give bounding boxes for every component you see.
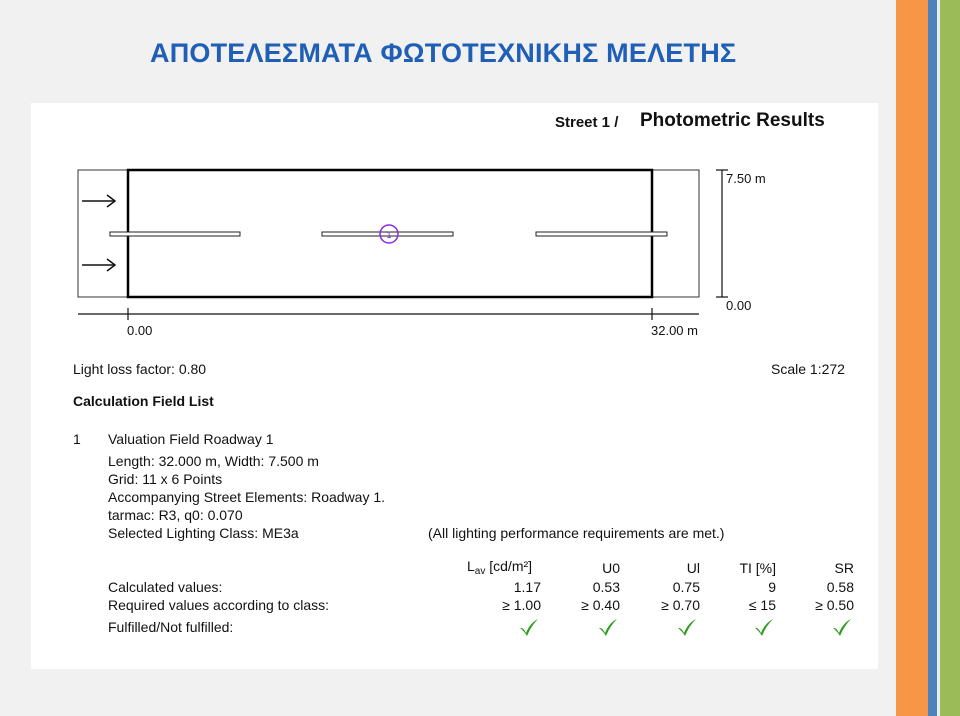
col-header-ul: Ul [686,560,700,576]
direction-arrow-icon [82,259,115,271]
col-header-lav-sub: av [474,566,486,577]
field-elements: Accompanying Street Elements: Roadway 1. [108,489,386,505]
slide-title: ΑΠΟΤΕΛΕΣΜΑΤΑ ΦΩΤΟΤΕΧΝΙΚΗΣ ΜΕΛΕΤΗΣ [150,38,737,68]
decorative-stripes [896,0,960,716]
col-header-lav-main: L [467,558,475,574]
row-calculated-label: Calculated values: [108,579,223,595]
width-bottom-label: 0.00 [726,298,752,313]
stripe-blue [928,0,937,716]
length-end-label: 32.00 m [651,323,698,338]
direction-arrow-icon [82,195,115,207]
calculated-ul: 0.75 [672,579,700,595]
field-length-width: Length: 32.000 m, Width: 7.500 m [108,453,319,469]
light-loss-factor: Light loss factor: 0.80 [73,361,207,377]
calc-field-list-title: Calculation Field List [73,393,214,409]
field-index: 1 [73,431,81,447]
required-ul: ≥ 0.70 [661,597,700,613]
calculated-sr: 0.58 [826,579,854,595]
col-header-ti: TI [%] [739,560,776,576]
col-header-sr: SR [834,560,854,576]
required-sr: ≥ 0.50 [815,597,854,613]
photometric-report [31,103,878,669]
required-lav: ≥ 1.00 [502,597,541,613]
calculated-lav: 1.17 [513,579,541,595]
luminaire-arm-left [110,232,240,236]
required-u0: ≥ 0.40 [581,597,620,613]
calculated-u0: 0.53 [592,579,620,595]
required-ti: ≤ 15 [748,597,776,613]
luminaire-arm-right [536,232,667,236]
checkmark-icon [676,617,698,637]
field-grid: Grid: 11 x 6 Points [108,471,223,487]
report-header-street: Street 1 / [555,114,619,131]
col-header-lav [467,558,532,577]
checkmark-icon [518,617,540,637]
stripe-orange [896,0,928,716]
row-required-label: Required values according to class: [108,597,330,613]
scale-label: Scale 1:272 [771,361,845,377]
length-start-label: 0.00 [127,323,153,338]
checkmark-icon [597,617,619,637]
field-lighting-class: Selected Lighting Class: ME3a [108,525,299,541]
col-header-lav-unit: [cd/m²] [485,558,533,574]
stripe-green [940,0,960,716]
row-fulfilled-label: Fulfilled/Not fulfilled: [108,619,234,635]
checkmark-icon [753,617,775,637]
report-header-results: Photometric Results [640,110,825,131]
length-dimension-line [78,308,699,320]
calculated-ti: 9 [768,579,776,595]
checkmark-icon [831,617,853,637]
col-header-u0: U0 [602,560,620,576]
width-dimension-line [716,170,728,297]
field-tarmac: tarmac: R3, q0: 0.070 [108,507,243,523]
luminaire-marker-label: 1 [386,230,392,240]
field-name: Valuation Field Roadway 1 [108,431,274,447]
width-top-label: 7.50 m [726,171,766,186]
requirements-note: (All lighting performance requirements are met.) [428,525,725,541]
